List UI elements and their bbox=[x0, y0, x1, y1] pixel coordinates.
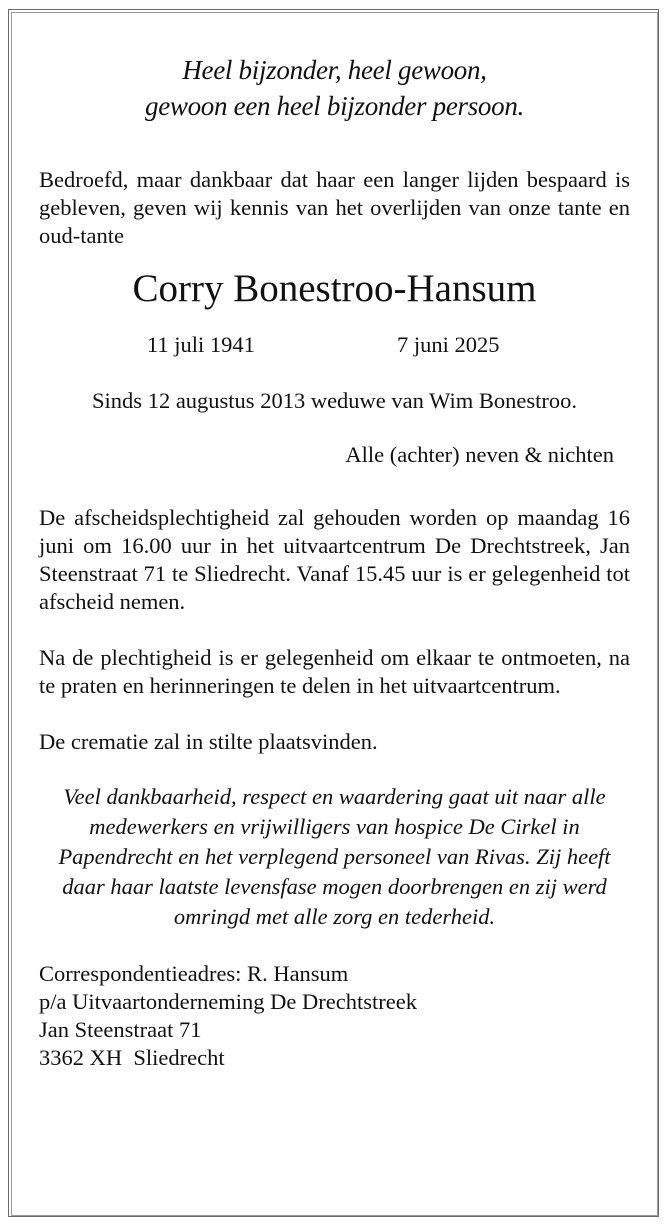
birth-date: 11 juli 1941 bbox=[147, 332, 255, 357]
motto-line-2: gewoon een heel bijzonder persoon. bbox=[145, 91, 524, 121]
meeting-paragraph: Na de plechtigheid is er gelegenheid om elkaar te ontmoeten, na te praten en herinneringen te delen in het uitvaartcentrum. bbox=[39, 645, 630, 698]
signers: Alle (achter) neven & nichten bbox=[345, 442, 614, 467]
correspondence-address bbox=[39, 960, 630, 1072]
widow-line: Sinds 12 augustus 2013 weduwe van Wim Bonestroo. bbox=[92, 388, 577, 413]
intro-paragraph: Bedroefd, maar dankbaar dat haar een langer lijden bespaard is gebleven, geven wij kennis van het overlijden van onze tante en oud-tante bbox=[39, 167, 630, 248]
thanks-paragraph: Veel dankbaarheid, respect en waardering gaat uit naar alle medewerkers en vrijwilligers van hospice De Cirkel in Papendrecht en het verplegend personeel van Rivas. Zij heeft daar haar laatste levensfase mogen doorbrengen en zij werd omringd met alle zorg en tederheid. bbox=[58, 784, 611, 929]
motto bbox=[39, 52, 630, 124]
address-line-2: p/a Uitvaartonderneming De Drechtstreek bbox=[39, 989, 417, 1014]
life-dates bbox=[39, 330, 630, 360]
deceased-name: Corry Bonestroo-Hansum bbox=[132, 267, 537, 310]
cremation-paragraph: De crematie zal in stilte plaatsvinden. bbox=[39, 729, 378, 754]
ceremony-paragraph: De afscheidsplechtigheid zal gehouden worden op maandag 16 juni om 16.00 uur in het uitvaartcentrum De Drechtstreek, Jan Steenstraat 71 te Sliedrecht. Vanaf 15.45 uur is er gelegenheid tot afscheid nemen. bbox=[39, 505, 630, 614]
address-line-1: Correspondentieadres: R. Hansum bbox=[39, 961, 349, 986]
death-date: 7 juni 2025 bbox=[397, 332, 500, 357]
announcement-content bbox=[39, 52, 630, 1072]
motto-line-1: Heel bijzonder, heel gewoon, bbox=[182, 55, 487, 85]
address-line-3: Jan Steenstraat 71 bbox=[39, 1017, 202, 1042]
address-line-4: 3362 XH Sliedrecht bbox=[39, 1045, 225, 1070]
